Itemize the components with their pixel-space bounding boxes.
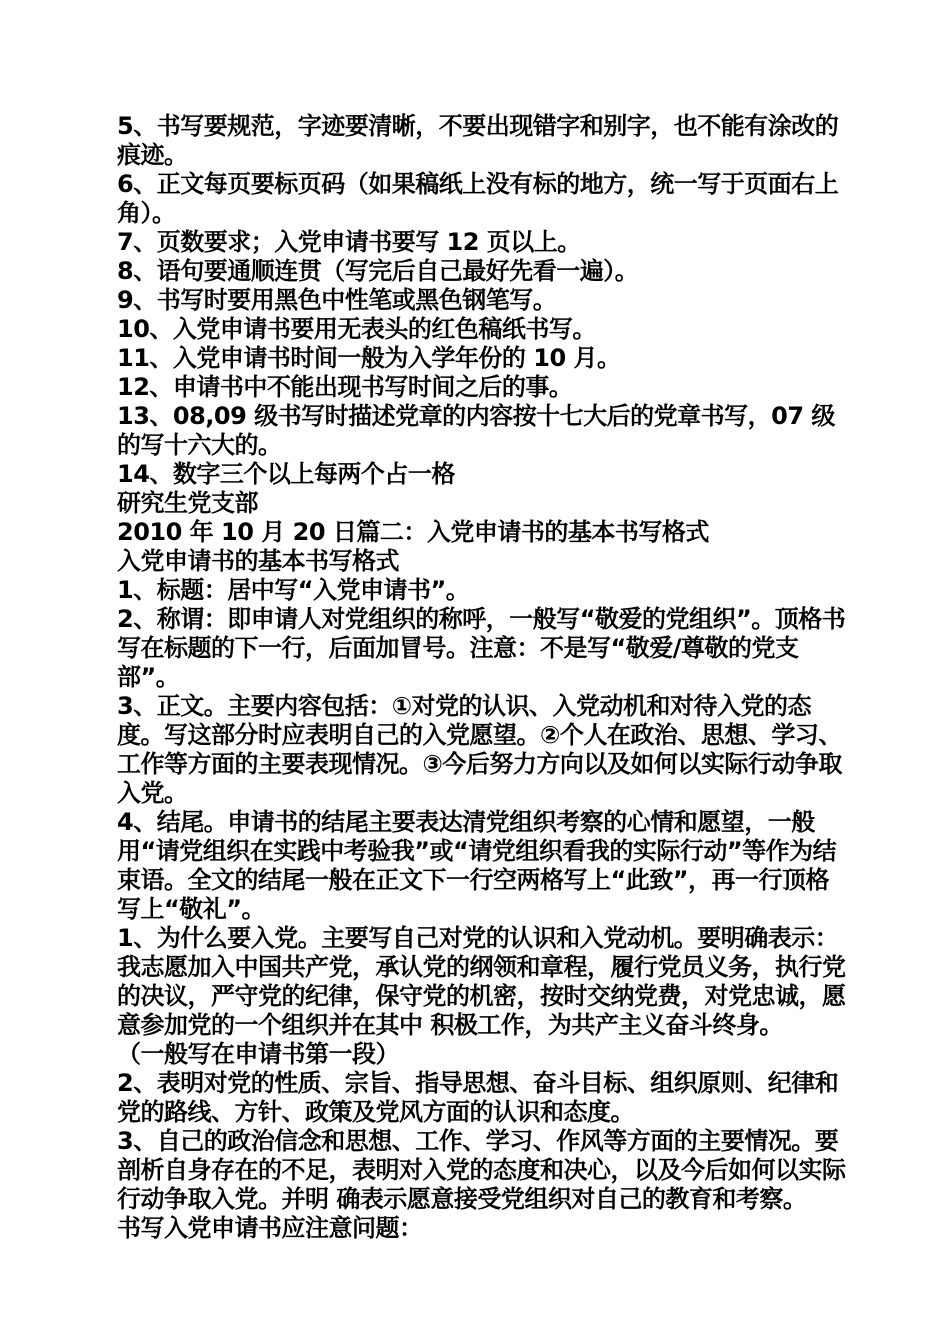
paragraph-rule-5: 5、书写要规范，字迹要清晰，不要出现错字和别字，也不能有涂改的痕迹。 [117, 112, 839, 169]
paragraph-content-note: （一般写在申请书第一段） [117, 1040, 399, 1068]
paragraph-rule-10: 10、入党申请书要用无表头的红色稿纸书写。 [117, 315, 596, 343]
paragraph-format-salutation: 2、称谓：即申请人对党组织的称呼，一般写“敬爱的党组织”。顶格书写在标题的下一行，后面加冒号。注意：不是写“敬爱/尊敬的党支部”。 [117, 605, 846, 691]
section-heading-notes: 书写入党申请书应注意问题： [117, 1214, 423, 1242]
document-page [117, 112, 847, 1243]
paragraph-rule-7: 7、页数要求；入党申请书要写 12 页以上。 [117, 228, 581, 256]
paragraph-rule-12: 12、申请书中不能出现书写时间之后的事。 [117, 373, 573, 401]
paragraph-rule-13: 13、08,09 级书写时描述党章的内容按十七大后的党章书写，07 级的写十六大的。 [117, 402, 835, 459]
paragraph-rule-14: 14、数字三个以上每两个占一格 [117, 460, 455, 488]
paragraph-content-2: 2、表明对党的性质、宗旨、指导思想、奋斗目标、组织原则、纪律和党的路线、方针、政策及党风方面的认识和态度。 [117, 1069, 839, 1126]
section-heading: 入党申请书的基本书写格式 [117, 547, 399, 575]
paragraph-format-body: 3、正文。主要内容包括：①对党的认识、入党动机和对待入党的态度。写这部分时应表明自己的入党愿望。②个人在政治、思想、学习、工作等方面的主要表现情况。③今后努力方向以及如何以实际行动争取入党。 [117, 692, 842, 807]
paragraph-content-1: 1、为什么要入党。主要写自己对党的认识和入党动机。要明确表示：我志愿加入中国共产党，承认党的纲领和章程，履行党员义务，执行党的决议，严守党的纪律，保守党的机密，按时交纳党费，对党忠诚，愿意参加党的一个组织并在其中 积极工作，为共产主义奋斗终身。 [117, 924, 846, 1039]
paragraph-rule-6: 6、正文每页要标页码（如果稿纸上没有标的地方，统一写于页面右上角）。 [117, 170, 839, 227]
paragraph-format-ending: 4、结尾。申请书的结尾主要表达清党组织考察的心情和愿望，一般用“请党组织在实践中考验我”或“请党组织看我的实际行动”等作为结束语。全文的结尾一般在正文下一行空两格写上“此致”，再一行顶格写上“敬礼”。 [117, 808, 837, 923]
paragraph-format-title: 1、标题：居中写“入党申请书”。 [117, 576, 470, 604]
signature-org: 研究生党支部 [117, 489, 258, 517]
paragraph-rule-11: 11、入党申请书时间一般为入学年份的 10 月。 [117, 344, 621, 372]
date-and-section-title: 2010 年 10 月 20 日篇二：入党申请书的基本书写格式 [117, 518, 709, 546]
paragraph-rule-9: 9、书写时要用黑色中性笔或黑色钢笔写。 [117, 286, 557, 314]
paragraph-content-3: 3、自己的政治信念和思想、工作、学习、作风等方面的主要情况。要剖析自身存在的不足，表明对入党的态度和决心，以及今后如何以实际行动争取入党。并明 确表示愿意接受党组织对自己的教育和考察。 [117, 1127, 846, 1213]
paragraph-rule-8: 8、语句要通顺连贯（写完后自己最好先看一遍）。 [117, 257, 639, 285]
